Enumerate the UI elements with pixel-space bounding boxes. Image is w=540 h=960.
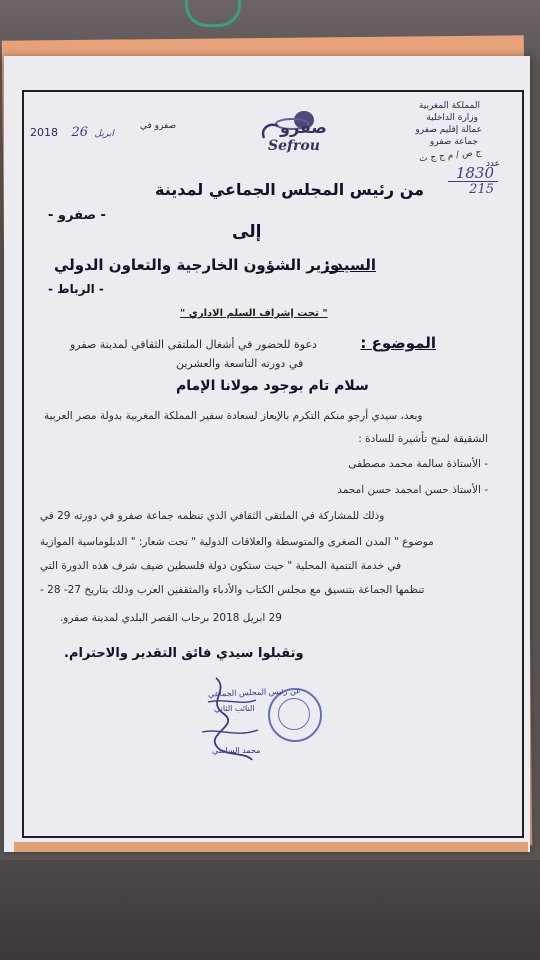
- header-province: عمالة إقليم صفرو: [415, 125, 482, 135]
- closing-line: وتقبلوا سيدي فائق التقدير والاحترام.: [64, 646, 304, 661]
- recipient-city: - الرباط -: [48, 282, 104, 296]
- body-para2-line5: 29 ابريل 2018 برحاب القصر البلدي لمدينة صفرو.: [59, 612, 282, 624]
- reference-number-2: 215: [469, 182, 494, 197]
- logo-latin: Sefrou: [268, 138, 320, 154]
- header-reference: ج ص / م ج ج ت: [419, 147, 483, 165]
- background-bottom: [0, 860, 540, 960]
- to-word: إلى: [232, 222, 262, 242]
- body-para2-line2: موضوع " المدن الصغرى والمتوسطة والعلاقات الدولية " تحت شعار: " الدبلوماسية الموازية: [40, 536, 434, 548]
- greeting: سلام تام بوجود مولانا الإمام: [176, 378, 369, 394]
- body-para1-line1: وبعد، سيدي أرجو منكم التكرم بالإيعاز لسعادة سفير المملكة المغربية بدولة مصر العربية: [44, 410, 423, 422]
- body-para2-line1: وذلك للمشاركة في الملتقى الثقافي الذي تنظمه جماعة صفرو في دورته 29 في: [40, 510, 385, 522]
- sefrou-logo: [256, 104, 340, 160]
- date-year: 2018: [30, 126, 58, 139]
- number-label: عدد: [485, 159, 500, 169]
- official-round-stamp: [268, 688, 322, 742]
- logo-arabic: صفرو: [280, 118, 327, 137]
- body-para2-line3: في خدمة التنمية المحلية " حيث ستكون دولة فلسطين ضيف شرف هذه الدورة التي: [40, 560, 402, 572]
- date-month: ابريل: [94, 129, 114, 139]
- body-person-2: - الأستاذ حسن امحمد حسن امحمد: [337, 484, 488, 496]
- body-para2-line4: تنظمها الجماعة بتنسيق مع مجلس الكتاب والأدباء والمثقفين العرب وذلك بتاريخ 27- 28 -: [40, 584, 425, 596]
- sender-title: من رئيس المجلس الجماعي لمدينة: [155, 180, 424, 199]
- body-para1-line2: الشقيقة لمنح تأشيرة للسادة :: [358, 433, 488, 445]
- subject-label: الموضوع :: [360, 334, 436, 352]
- folder-edge: [14, 842, 528, 852]
- sender-city: - صفرو -: [48, 208, 106, 223]
- signature-stamp-line-2: النائب الثاني: [214, 704, 255, 713]
- header-kingdom: المملكة المغربية: [418, 101, 480, 111]
- handwritten-signature: [196, 672, 266, 764]
- subject-line-2: في دورته التاسعة والعشرين: [176, 357, 304, 370]
- signature-stamp-line-3: محمد الساسي: [212, 746, 261, 755]
- subject-line-1: دعوة للحضور في أشغال الملتقى الثقافي لمدينة صفرو: [70, 338, 317, 351]
- letter-date: [30, 125, 117, 140]
- date-day: 26: [71, 125, 89, 140]
- date-place: صفرو في: [140, 121, 177, 131]
- recipient-title: السيد :: [323, 256, 376, 274]
- reference-number: 1830: [455, 164, 494, 182]
- signature-stamp-line-1: عن رئيس المجلس الجماعي: [207, 686, 301, 699]
- supervision-line: " تحت إشراف السلم الاداري ": [180, 308, 328, 319]
- body-person-1: - الأستاذة سالمة محمد مصطفى: [348, 458, 488, 470]
- recipient-name: وزير الشؤون الخارجية والتعاون الدولي: [54, 256, 340, 274]
- header-commune: جماعة صفرو: [429, 137, 478, 147]
- header-ministry: وزارة الداخلية: [426, 113, 478, 123]
